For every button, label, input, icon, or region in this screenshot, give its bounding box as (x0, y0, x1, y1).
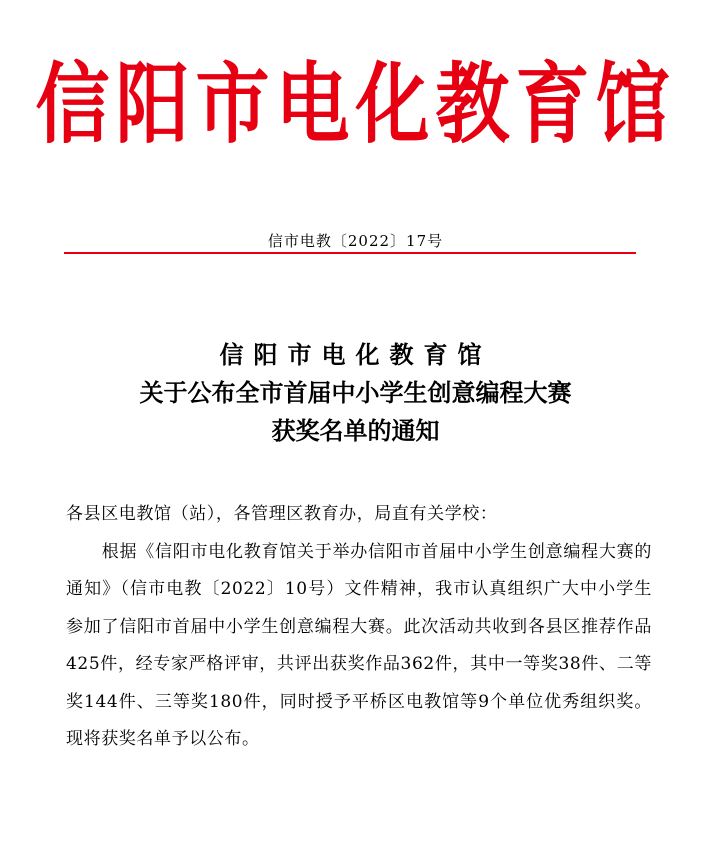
masthead-title: 信阳市电化教育馆 (35, 54, 676, 156)
document-number: 信市电教〔2022〕17号 (267, 232, 444, 250)
notice-title-line-2: 关于公布全市首届中小学生创意编程大赛 (139, 378, 572, 407)
red-divider-line (64, 252, 636, 254)
salutation: 各县区电教馆（站），各管理区教育办，局直有关学校： (66, 504, 498, 524)
notice-body (66, 496, 652, 759)
body-paragraph: 根据《信阳市电化教育馆关于举办信阳市首届中小学生创意编程大赛的通知》（信市电教〔2022〕10号）文件精神，我市认真组织广大中小学生参加了信阳市首届中小学生创意编程大赛。此次活动共收到各县区推荐作品425件，经专家严格评审，共评出获奖作品362件，其中一等奖38件、二等奖144件、三等奖180件，同时授予平桥区电教馆等9个单位优秀组织奖。现将获奖名单予以公布。 (66, 541, 652, 749)
notice-title-line-1: 信阳市电化教育馆 (219, 340, 492, 369)
notice-title-line-3: 获奖名单的通知 (271, 416, 440, 445)
